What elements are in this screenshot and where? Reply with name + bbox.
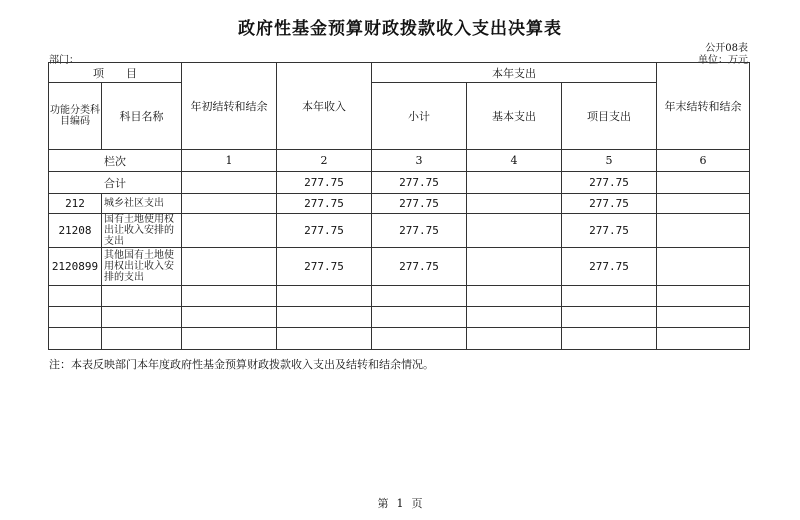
empty-cell bbox=[657, 307, 750, 328]
row-project: 277.75 bbox=[562, 248, 657, 286]
empty-cell bbox=[562, 328, 657, 350]
empty-cell bbox=[277, 307, 372, 328]
row-begin bbox=[182, 194, 277, 214]
empty-cell bbox=[182, 328, 277, 350]
table-note: 注：本表反映部门本年度政府性基金预算财政拨款收入支出及结转和结余情况。 bbox=[49, 358, 434, 371]
row-name: 国有土地使用权出让收入安排的支出 bbox=[102, 214, 182, 248]
total-row bbox=[49, 172, 750, 194]
empty-cell bbox=[49, 307, 102, 328]
row-begin bbox=[182, 248, 277, 286]
table-row bbox=[49, 248, 750, 286]
total-end bbox=[657, 172, 750, 194]
header-subject-name: 科目名称 bbox=[102, 83, 182, 150]
header-subtotal: 小计 bbox=[372, 83, 467, 150]
empty-cell bbox=[102, 328, 182, 350]
header-income: 本年收入 bbox=[277, 63, 372, 150]
department-label: 部门： bbox=[49, 55, 79, 66]
row-income: 277.75 bbox=[277, 194, 372, 214]
page-suffix: 页 bbox=[411, 497, 423, 510]
row-income: 277.75 bbox=[277, 214, 372, 248]
row-subtotal: 277.75 bbox=[372, 248, 467, 286]
form-number: 公开08表 bbox=[705, 43, 748, 54]
empty-cell bbox=[49, 286, 102, 307]
header-func-code: 功能分类科目编码 bbox=[49, 83, 102, 150]
row-code: 2120899 bbox=[49, 248, 102, 286]
colnum-5: 5 bbox=[562, 150, 657, 172]
empty-row bbox=[49, 286, 750, 307]
empty-cell bbox=[182, 286, 277, 307]
row-end bbox=[657, 194, 750, 214]
empty-row bbox=[49, 328, 750, 350]
empty-cell bbox=[102, 286, 182, 307]
row-name: 其他国有土地使用权出让收入安排的支出 bbox=[102, 248, 182, 286]
table-row bbox=[49, 214, 750, 248]
empty-cell bbox=[372, 328, 467, 350]
colnum-4: 4 bbox=[467, 150, 562, 172]
colnum-2: 2 bbox=[277, 150, 372, 172]
empty-cell bbox=[49, 328, 102, 350]
empty-cell bbox=[562, 286, 657, 307]
empty-cell bbox=[467, 307, 562, 328]
colnum-6: 6 bbox=[657, 150, 750, 172]
header-expense-group: 本年支出 bbox=[372, 63, 657, 83]
page-title: 政府性基金预算财政拨款收入支出决算表 bbox=[238, 19, 562, 39]
total-basic bbox=[467, 172, 562, 194]
row-name: 城乡社区支出 bbox=[102, 194, 182, 214]
empty-row bbox=[49, 307, 750, 328]
row-project: 277.75 bbox=[562, 194, 657, 214]
empty-cell bbox=[657, 286, 750, 307]
empty-cell bbox=[372, 286, 467, 307]
total-project: 277.75 bbox=[562, 172, 657, 194]
unit-label: 单位：万元 bbox=[698, 55, 748, 66]
budget-table bbox=[48, 62, 750, 350]
row-project: 277.75 bbox=[562, 214, 657, 248]
header-project: 项目支出 bbox=[562, 83, 657, 150]
empty-cell bbox=[182, 307, 277, 328]
page-prefix: 第 bbox=[377, 497, 389, 510]
empty-cell bbox=[657, 328, 750, 350]
total-label: 合计 bbox=[49, 172, 182, 194]
empty-cell bbox=[102, 307, 182, 328]
header-end-balance: 年末结转和结余 bbox=[657, 63, 750, 150]
row-subtotal: 277.75 bbox=[372, 214, 467, 248]
table-row bbox=[49, 194, 750, 214]
row-income: 277.75 bbox=[277, 248, 372, 286]
empty-cell bbox=[467, 328, 562, 350]
empty-cell bbox=[277, 328, 372, 350]
empty-cell bbox=[467, 286, 562, 307]
empty-cell bbox=[277, 286, 372, 307]
total-begin bbox=[182, 172, 277, 194]
empty-cell bbox=[562, 307, 657, 328]
colnum-1: 1 bbox=[182, 150, 277, 172]
row-code: 21208 bbox=[49, 214, 102, 248]
header-begin-balance: 年初结转和结余 bbox=[182, 63, 277, 150]
total-income: 277.75 bbox=[277, 172, 372, 194]
row-basic bbox=[467, 194, 562, 214]
row-code: 212 bbox=[49, 194, 102, 214]
colnum-3: 3 bbox=[372, 150, 467, 172]
row-end bbox=[657, 248, 750, 286]
row-subtotal: 277.75 bbox=[372, 194, 467, 214]
header-item: 项 目 bbox=[49, 63, 182, 83]
empty-cell bbox=[372, 307, 467, 328]
colnum-label: 栏次 bbox=[49, 150, 182, 172]
header-basic: 基本支出 bbox=[467, 83, 562, 150]
row-end bbox=[657, 214, 750, 248]
total-subtotal: 277.75 bbox=[372, 172, 467, 194]
row-begin bbox=[182, 214, 277, 248]
row-basic bbox=[467, 214, 562, 248]
page-number: 1 bbox=[396, 497, 404, 510]
page-footer bbox=[0, 495, 800, 511]
row-basic bbox=[467, 248, 562, 286]
